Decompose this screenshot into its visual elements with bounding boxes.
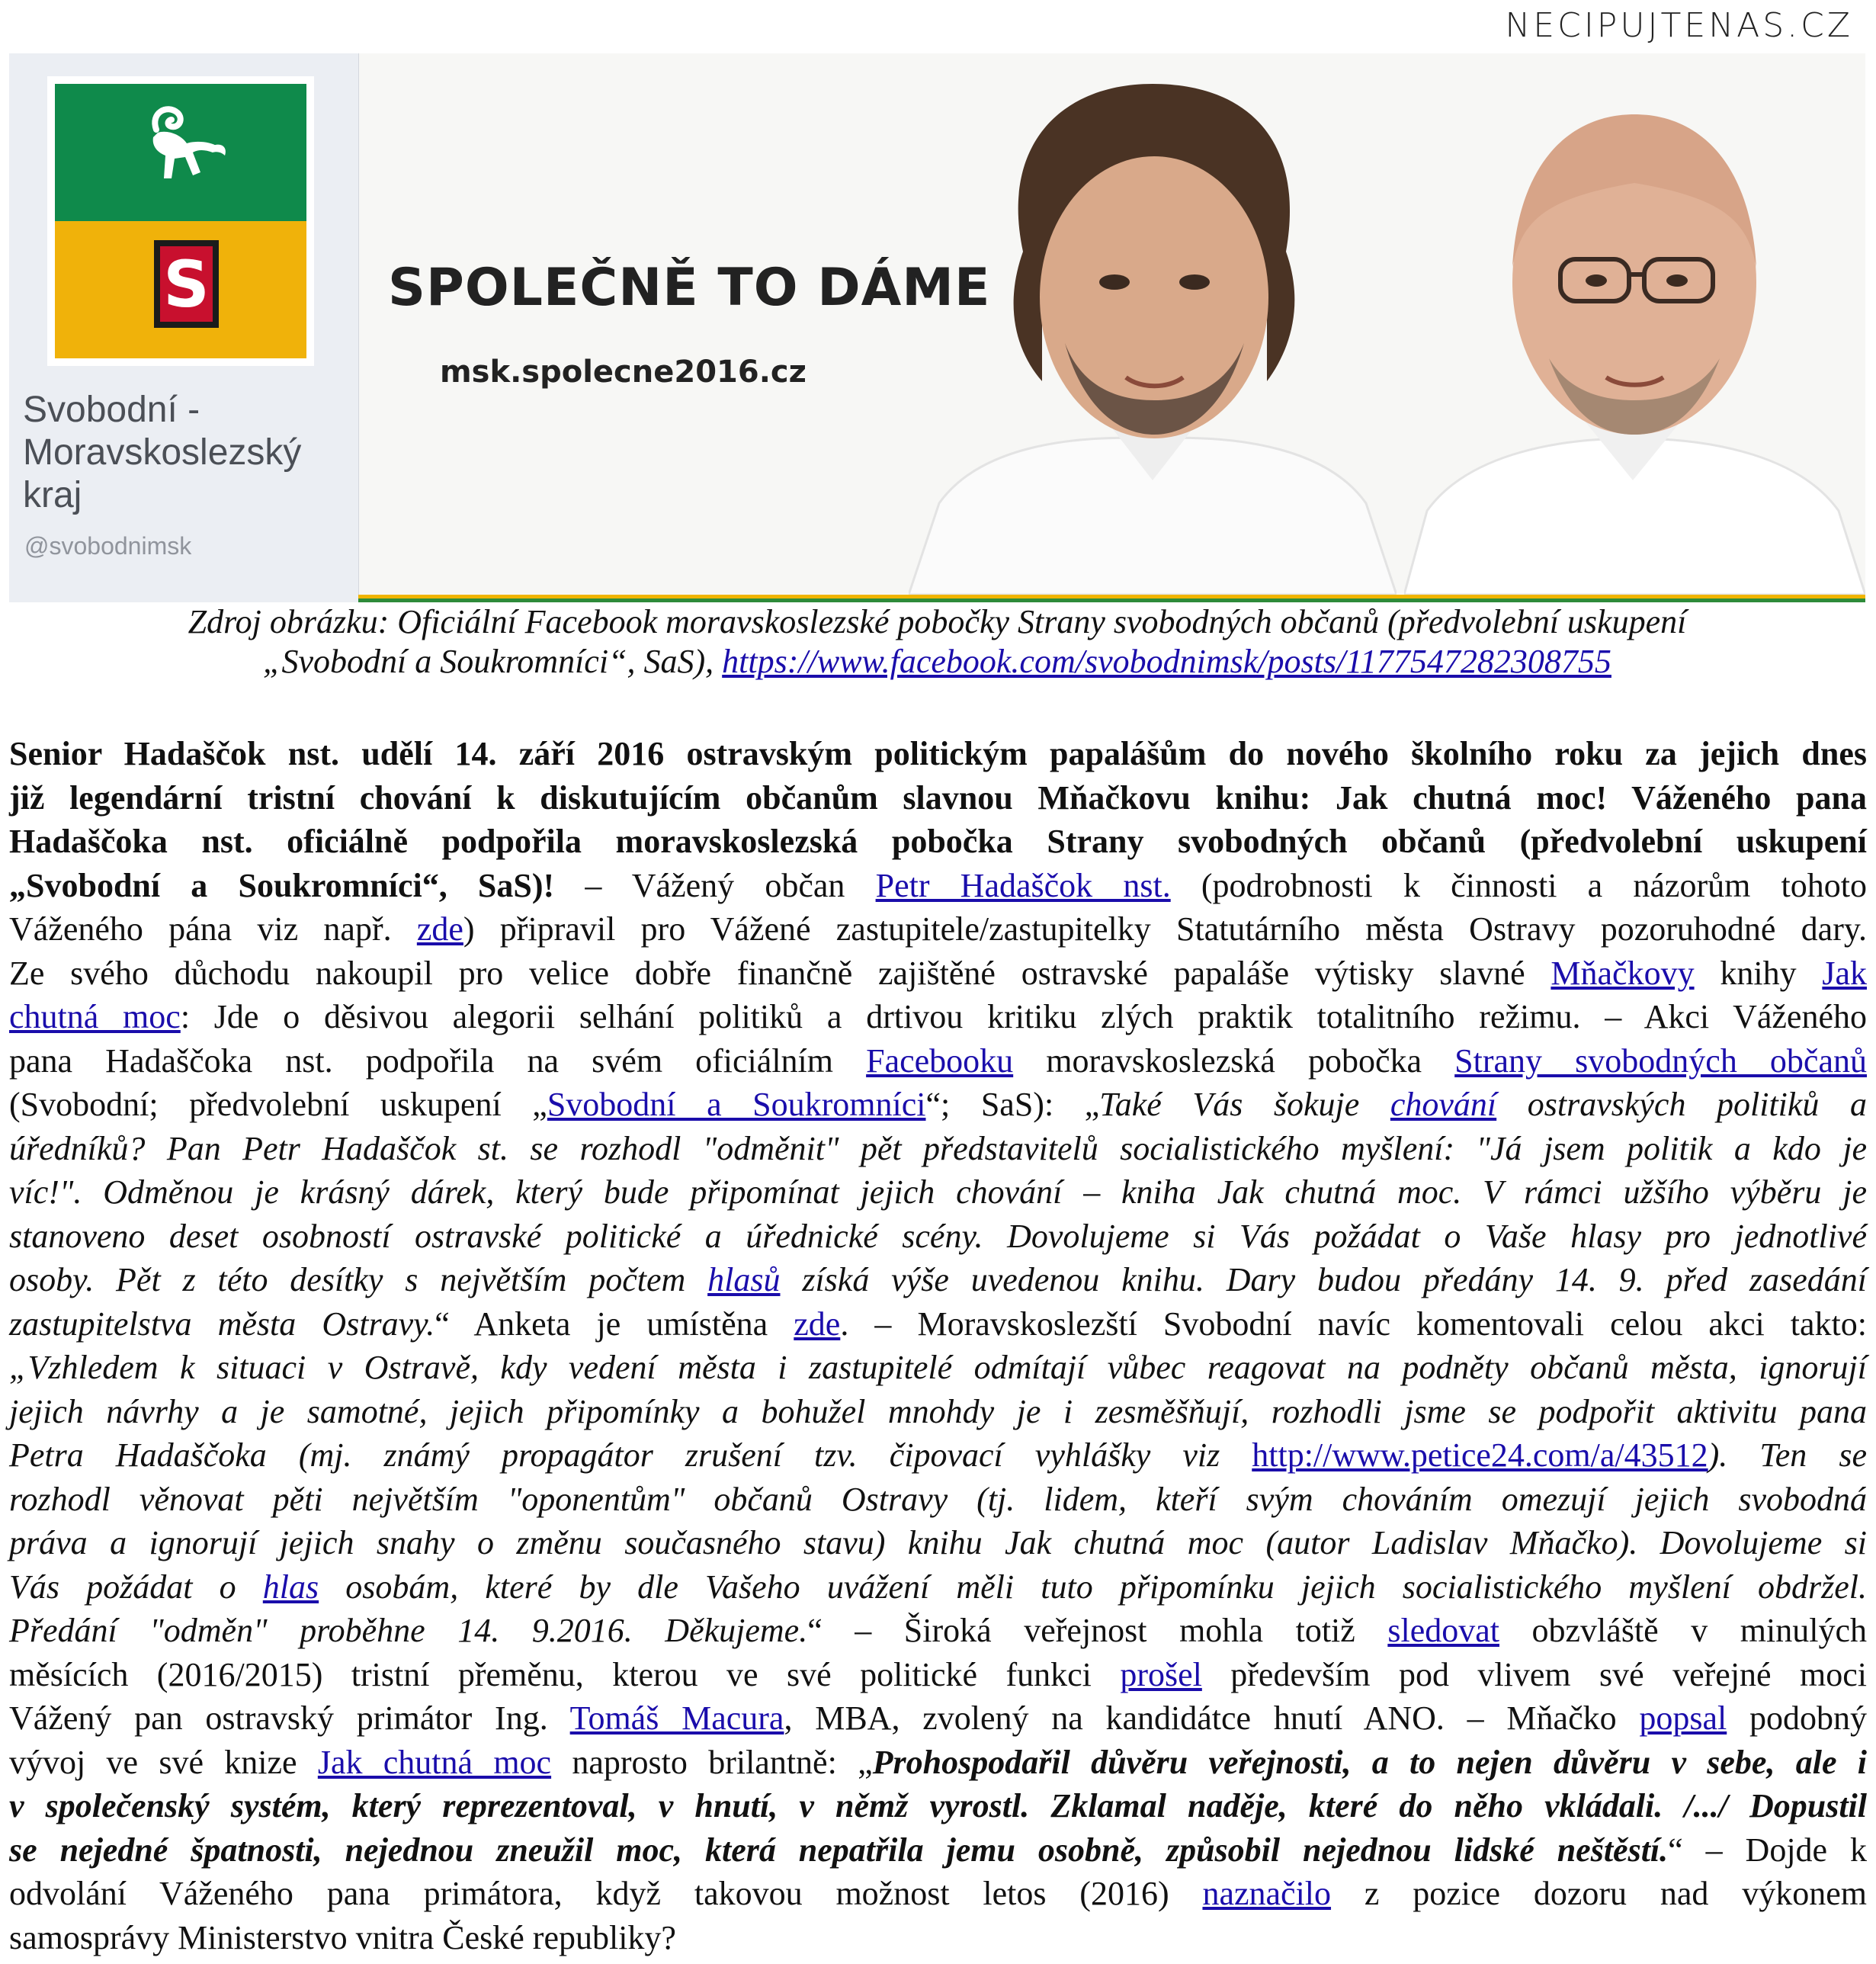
caption-line: „Svobodní a Soukromníci“, SaS), https://www.facebook.com/svobodnimsk/posts/1177547282308755	[263, 643, 1611, 680]
logo-s-letter: S	[154, 240, 219, 328]
popsal-link[interactable]: popsal	[1639, 1699, 1727, 1737]
portrait-candidate-1	[909, 53, 1397, 595]
article-line: Hadaščoka nst. oficiálně podpořila moravskoslezská pobočka Strany svobodných občanů (předvolební uskupení	[9, 823, 1867, 860]
article-line: již legendární tristní chování k diskutujícím občanům slavnou Mňačkovu knihu: Jak chutná moc! Váženého pana	[9, 778, 1867, 817]
zde-link[interactable]: zde	[794, 1305, 841, 1343]
facebook-banner-image	[9, 53, 1865, 602]
site-watermark: NECIPUJTENAS.CZ	[1505, 6, 1853, 45]
party-logo	[47, 76, 314, 366]
mnackovy-link[interactable]: Mňačkovy	[1551, 954, 1695, 992]
article-line: Senior Hadaščok nst. udělí 14. září 2016 ostravským politickým papalášům do nového školního roku za jejich dnes	[9, 735, 1867, 772]
strany-svobodnych-obcanu-link[interactable]: Strany svobodných občanů	[1454, 1041, 1867, 1080]
sledovat-link[interactable]: sledovat	[1387, 1612, 1499, 1649]
article-line: víc!". Odměnou je krásný dárek, který bude připomínat jejich chování – kniha Jak chutná moc. V rámci užšího výběru je	[9, 1173, 1867, 1211]
caption-source-link[interactable]: https://www.facebook.com/svobodnimsk/posts/1177547282308755	[722, 643, 1611, 680]
article-line: Předání "odměn" proběhne 14. 9.2016. Děkujeme.“ – Široká veřejnost mohla totiž sledovat obzvláště v minulých	[9, 1612, 1867, 1649]
article-line: osoby. Pět z této desítky s největším počtem hlasů získá výše uvedenou knihu. Dary budou předány 14. 9. před zasedání	[9, 1261, 1867, 1298]
banner-url: msk.spolecne2016.cz	[440, 355, 807, 390]
article-line: Vážený pan ostravský primátor Ing. Tomáš Macura, MBA, zvolený na kandidátce hnutí ANO. – Mňačko popsal podobný	[9, 1699, 1867, 1737]
ram-icon	[127, 99, 242, 206]
article-line: Petra Hadaščoka (mj. známý propagátor zrušení tzv. čipovací vyhlášky viz http://www.petice24.com/a/43512). Ten se	[9, 1436, 1867, 1474]
article-line: jejich návrhy a je samotné, jejich připomínky a bohužel mnohdy je i zesměšňují, rozhodli jsme se podpořit aktivitu pana	[9, 1392, 1867, 1430]
article-line: (Svobodní; předvolební uskupení „Svobodní a Soukromníci“; SaS): „Také Vás šokuje chování ostravských politiků a	[9, 1086, 1867, 1123]
chovani-link[interactable]: chování	[1390, 1086, 1497, 1123]
page-handle: @svobodnimsk	[24, 532, 192, 560]
prosel-link[interactable]: prošel	[1120, 1655, 1202, 1693]
jak-chutna-moc-link[interactable]: Jak	[1822, 954, 1867, 992]
svobodni-a-soukromnici-link[interactable]: Svobodní a Soukromníci	[547, 1086, 926, 1123]
article-line: pana Hadaščoka nst. podpořila na svém oficiálním Facebooku moravskoslezská pobočka Strany svobodných občanů	[9, 1041, 1867, 1080]
article-line: zastupitelstva města Ostravy.“ Anketa je umístěna zde. – Moravskoslezští Svobodní navíc komentovali celou akci takto:	[9, 1305, 1867, 1343]
facebook-link[interactable]: Facebooku	[866, 1041, 1014, 1080]
banner-color-stripe	[358, 595, 1865, 602]
petr-hadascok-link[interactable]: Petr Hadaščok nst.	[875, 866, 1171, 904]
article-line: Ze svého důchodu nakoupil pro velice dobře finančně zajištěné ostravské papaláše výtisky slavné Mňačkovy knihy Jak	[9, 954, 1867, 992]
article-line: odvolání Váženého pana primátora, když takovou možnost letos (2016) naznačilo z pozice dozoru nad výkonem	[9, 1875, 1867, 1912]
article-line: Váženého pána viz např. zde) připravil pro Vážené zastupitele/zastupitelky Statutárního města Ostravy pozoruhodné dary.	[9, 910, 1867, 948]
article-line: rozhodl věnovat pěti největším "oponentům" občanů Ostravy (tj. lidem, kteří svým chováním omezují jejich svobodná	[9, 1480, 1867, 1518]
petice24-link[interactable]: http://www.petice24.com/a/43512	[1252, 1436, 1708, 1474]
article-body	[9, 732, 1867, 1959]
caption-line: Zdroj obrázku: Oficiální Facebook moravskoslezské pobočky Strany svobodných občanů (předvolební uskupení	[188, 603, 1687, 640]
banner-slogan: SPOLEČNĚ TO DÁME	[388, 258, 991, 318]
article-line: v společenský systém, který reprezentoval, v hnutí, v němž vyrostl. Zklamal naděje, které do něho vkládali. /.../ Dopustil	[9, 1787, 1867, 1824]
article-line: „Svobodní a Soukromníci“, SaS)! – Vážený občan Petr Hadaščok nst. (podrobnosti k činnosti a názorům tohoto	[9, 866, 1867, 904]
hlasu-link[interactable]: hlasů	[707, 1261, 781, 1298]
page-name: Svobodní - Moravskoslezský kraj	[23, 390, 302, 515]
article-line: měsících (2016/2015) tristní přeměnu, kterou ve své politické funkci prošel především pod vlivem své veřejné moci	[9, 1655, 1867, 1693]
article-line: Vás požádat o hlas osobám, které by dle Vašeho uvážení měli tuto připomínku jejich socialistického myšlení obdržel.	[9, 1568, 1867, 1606]
naznacilo-link[interactable]: naznačilo	[1202, 1875, 1332, 1912]
article-line: chutná moc: Jde o děsivou alegorii selhání politiků a drtivou kritiku zlých praktik totalitního režimu. – Akci Váženého	[9, 998, 1867, 1035]
image-caption	[9, 602, 1865, 682]
hlas-link[interactable]: hlas	[262, 1568, 319, 1606]
jak-chutna-moc-link[interactable]: Jak chutná moc	[317, 1743, 552, 1781]
portrait-candidate-2	[1404, 53, 1865, 595]
article-line: stanoveno deset osobností ostravské politické a úřednické scény. Dovolujeme si Vás požádat o Vaše hlasy pro jednotlivé	[9, 1217, 1867, 1255]
zde-link[interactable]: zde	[416, 910, 463, 948]
article-line: práva a ignorují jejich snahy o změnu současného stavu) knihu Jak chutná moc (autor Ladislav Mňačko). Dovolujeme si	[9, 1524, 1867, 1561]
article-line: samosprávy Ministerstvo vnitra České republiky?	[9, 1918, 676, 1956]
article-line: úředníků? Pan Petr Hadaščok st. se rozhodl "odměnit" pět představitelů socialistického myšlení: "Já jsem politik a kdo je	[9, 1129, 1867, 1167]
article-line: „Vzhledem k situaci v Ostravě, kdy vedení města i zastupitelé odmítají vůbec reagovat na podněty občanů města, ignorují	[9, 1349, 1867, 1386]
profile-card	[9, 53, 359, 602]
article-line: vývoj ve své knize Jak chutná moc naprosto brilantně: „Prohospodařil důvěru veřejnosti, a to nejen důvěru v sebe, ale i	[9, 1743, 1867, 1781]
jak-chutna-moc-link[interactable]: chutná moc	[9, 998, 181, 1035]
article-line: se nejedné špatnosti, nejednou zneužil moc, která nepatřila jemu osobně, způsobil nejednou lidské neštěstí.“ – Dojde k	[9, 1831, 1868, 1869]
tomas-macura-link[interactable]: Tomáš Macura	[569, 1699, 784, 1737]
